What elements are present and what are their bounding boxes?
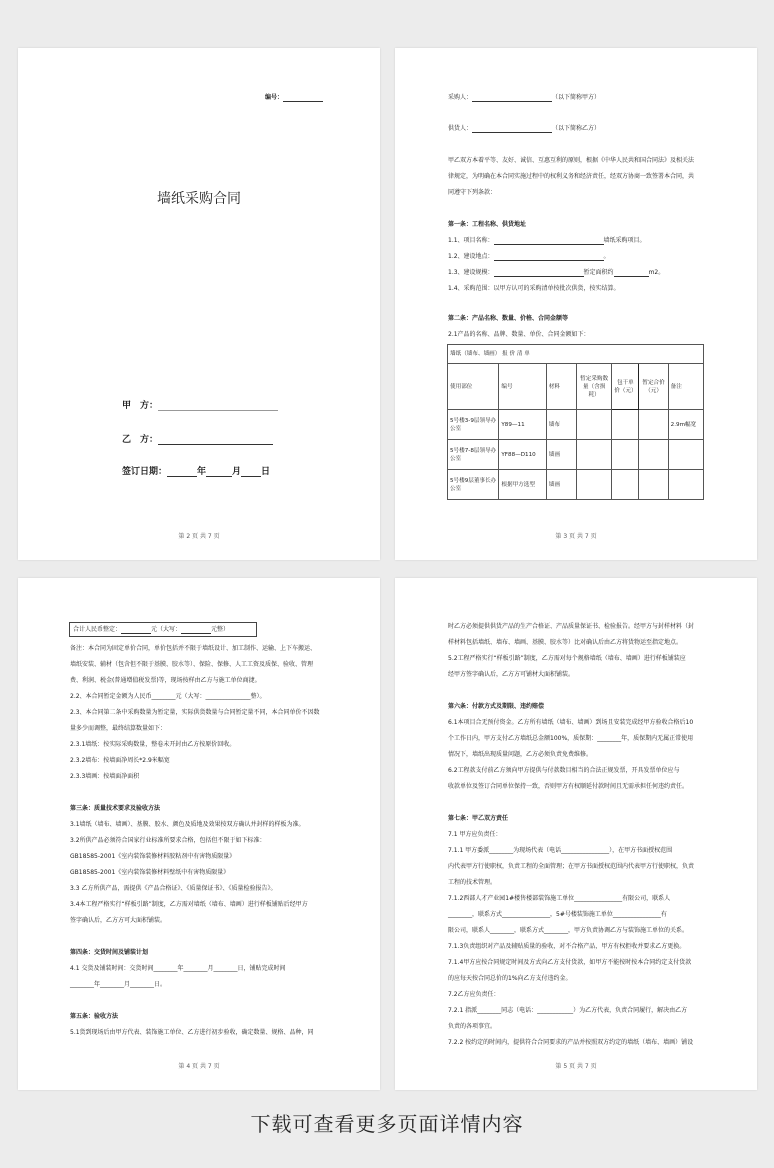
total-amount-box: [69, 622, 257, 637]
table-caption-row: [448, 345, 704, 364]
total-words-blank: [181, 625, 211, 634]
year-blank: [167, 468, 197, 477]
header-cell: 暂定合价（元）: [639, 364, 668, 410]
total-yuan-text: 元（大写：: [151, 626, 182, 633]
item-7-line: 7.1.2西部人才产业园1#楼售楼部装饰施工单位________________有限公司，联系人: [448, 895, 671, 902]
table-cell: 墙布: [546, 410, 576, 440]
table-cell: [612, 470, 639, 500]
table-row: [448, 440, 704, 470]
table-row: [448, 410, 704, 440]
item-1-3-area-blank: [614, 268, 649, 277]
contract-cover-page: [18, 48, 380, 560]
item-3-line: 3.2所供产品必须符合国家行业标准所要求合格，包括但不限于如下标准：: [70, 837, 266, 844]
table-header-row: [448, 364, 704, 410]
remark-line: 备注：本合同为固定单价合同，单价包括并不限于墙纸设计、加工制作、运输、上下车搬运、: [70, 645, 317, 652]
intro-line-2: 律规定，为明确在本合同实施过程中的权利义务和经济责任，经双方协商一致签署本合同，共: [448, 173, 695, 180]
item-6-line: 收款单位及签订合同单位保持一致，否则甲方有权顺延付款时间且无需承担任何违约责任。: [448, 783, 689, 790]
total-label: 合计人民币整定：: [73, 626, 122, 633]
item-2-3-cont: 量多少而调整，最终结算数量如下：: [70, 725, 167, 732]
number-blank: [283, 93, 323, 102]
table-cell: Y89—11: [499, 410, 546, 440]
item-2-3: 2.3、本合同第二条中采购数量为暂定量，实际供货数量与合同暂定量不同，本合同单价不因数: [70, 709, 320, 716]
item-1-4: 1.4、采购范围：以甲方认可的采购清单按批次供货，按实结算。: [448, 285, 620, 292]
remark-line: 墙纸安装、辅材（包含但不限于基膜、胶水等）、保险、保修、人工工资及质保、验收、管理: [70, 661, 314, 668]
article-1-heading: 第一条：工程名称、供货地址: [448, 221, 527, 228]
article-3-heading: 第三条：质量技术要求及验收方法: [70, 805, 161, 812]
article-6-heading: 第六条：付款方式及期限、违约赔偿: [448, 703, 545, 710]
item-7-line: 限公司，联系人________，联系方式________，甲方负责协调乙方与装饰施工单位的关系。: [448, 927, 689, 934]
table-cell: [612, 410, 639, 440]
item-3-line: GB18585-2001《室内装饰装修材料胶粘剂中有害物质限量》: [70, 853, 236, 860]
header-cell: 编号: [499, 364, 546, 410]
item-7-line: 7.1.1 甲方委派________为现场代表（电话________________），在甲方书面授权范围: [448, 847, 673, 854]
item-1-3: [448, 268, 664, 277]
contract-page-quality: [18, 578, 380, 1090]
total-end-text: 元整）: [211, 626, 230, 633]
intro-line-3: 同遵守下列条款：: [448, 189, 497, 196]
item-1-1-text: 1.1、项目名称：: [448, 237, 494, 244]
page-footer: 第 2 页 共 7 页: [178, 533, 220, 540]
item-3-line: GB18585-2001《室内装饰装修材料壁纸中有害物质限量》: [70, 869, 230, 876]
item-1-3-text: 1.3、建设规模：: [448, 269, 494, 276]
supplier-note: （以下简称乙方）: [552, 125, 601, 132]
item-7-line: ________，联系方式________________，5#号楼装饰施工单位________________有: [448, 911, 667, 918]
table-cell: [639, 470, 668, 500]
remark-line: 费、利润、税金(普通增值税发票)等，现场按样由乙方与施工单位商捷。: [70, 677, 261, 684]
table-caption: 墙纸（墙布、墙画） 报 价 清 单: [448, 345, 704, 364]
item-6-line: 6.1本项目合无预付资金。乙方所有墙纸（墙布、墙画）到场且安装完成经甲方验收合格后10: [448, 719, 694, 726]
header-cell: 材料: [546, 364, 576, 410]
item-1-3-blank: [494, 268, 584, 277]
table-cell: 根据甲方选型: [499, 470, 546, 500]
total-blank: [121, 625, 151, 634]
table-cell: [576, 410, 611, 440]
page-footer: 第 4 页 共 7 页: [178, 1063, 220, 1070]
item-3-line: 签字确认后，乙方方可大面积铺装。: [70, 917, 167, 924]
supplier-line: [448, 124, 600, 133]
item-7-line: 7.1.4甲方应按合同规定时间及方式向乙方支付货款，如甲方不能按时按本合同约定支付货款: [448, 959, 692, 966]
contract-title: 墙纸采购合同: [157, 191, 241, 207]
item-7-line: 负责的各项事宜。: [448, 1023, 497, 1030]
table-cell: YF88—D110: [499, 440, 546, 470]
sign-date-label: [122, 464, 270, 477]
item-1-2-suffix: 。: [603, 253, 610, 260]
item-7-line: 7.2乙方应负责任：: [448, 991, 500, 998]
table-cell: [639, 410, 668, 440]
article-2-heading: 第二条：产品名称、数量、价格、合同金额等: [448, 315, 569, 322]
table-cell: 墙画: [546, 440, 576, 470]
text-line: 时乙方必须提供供货产品的生产合格证、产品质量保证书、检验报告。经甲方与封样材料（封: [448, 623, 695, 630]
page-footer: 第 3 页 共 7 页: [555, 533, 597, 540]
party-b-label: [122, 432, 273, 445]
day-text: 日: [261, 467, 271, 477]
text-line: 5.2工程严格实行“样板引路”制度，乙方需对每个规格墙纸（墙布、墙画）进行样板铺装应: [448, 655, 686, 662]
table-cell: [668, 440, 703, 470]
intro-line-1: 甲乙双方本着平等、友好、诚信、互惠互利的原则，根据《中华人民共和国合同法》及相关法: [448, 157, 695, 164]
item-7-line: 的应每天按合同总价的1%向乙方支付违约金。: [448, 975, 572, 982]
table-cell: [612, 440, 639, 470]
item-1-3-area: 暂定面积约: [583, 269, 614, 276]
item-4-1: 4.1 交货及铺装时间：交货时间________年________月________日，铺贴完成时间: [70, 965, 286, 972]
table-cell: [668, 470, 703, 500]
item-6-line: 个工作日内，甲方支付乙方墙纸总金额100%，质保期：________年，质保期内无属正常使用: [448, 735, 694, 742]
item-1-1-suffix: 墙纸采购项目。: [603, 237, 646, 244]
item-4-1-cont: ________年________月________日。: [70, 981, 167, 988]
article-7-heading: 第七条：甲乙双方责任: [448, 815, 509, 822]
item-6-line: 6.2工程款支付前乙方须向甲方提供与付款数目相当的合法正规发票，开具发票单位应与: [448, 767, 680, 774]
table-cell: 5号楼7-8层领导办公室: [448, 440, 499, 470]
table-cell: [576, 440, 611, 470]
download-more-caption: 下载可查看更多页面详情内容: [250, 1112, 524, 1136]
article-4-heading: 第四条：交货时间及铺装计划: [70, 949, 149, 956]
buyer-blank: [472, 93, 552, 102]
item-1-1: [448, 236, 646, 245]
table-cell: 2.9m幅宽: [668, 410, 703, 440]
buyer-note: （以下简称甲方）: [552, 94, 601, 101]
supplier-text: 供货人：: [448, 125, 473, 132]
item-1-3-unit: m2。: [648, 269, 665, 276]
buyer-text: 采购人：: [448, 94, 473, 101]
item-1-2: [448, 252, 610, 261]
item-3-line: 3.1墙纸（墙布、墙画）、基膜、胶水、颜色及质地及效果按双方确认并封样的样板为准。: [70, 821, 305, 828]
item-2-3-2: 2.3.2墙布：按墙面净周长*2.9米幅宽: [70, 757, 170, 764]
price-list-table: [447, 344, 704, 500]
table-cell: 墙画: [546, 470, 576, 500]
buyer-line: [448, 93, 600, 102]
table-cell: [639, 440, 668, 470]
item-3-line: 3.4本工程严格实行“样板引路”制度，乙方需对墙纸（墙布、墙画）进行样板铺贴后经甲方: [70, 901, 308, 908]
party-a-blank: [158, 402, 278, 411]
item-2-3-3: 2.3.3墙画：按墙面净面积: [70, 773, 140, 780]
page-footer: 第 5 页 共 7 页: [555, 1063, 597, 1070]
header-cell: 使用部位: [448, 364, 499, 410]
item-1-2-blank: [494, 252, 604, 261]
item-2-2: 2.2、本合同暂定金额为人民币________元（大写：_______________整）。: [70, 693, 266, 700]
header-cell: 备注: [668, 364, 703, 410]
table-cell: 5号楼9层董事长办公室: [448, 470, 499, 500]
text-line: 经甲方签字确认后，乙方方可铺材大面积铺装。: [448, 671, 575, 678]
item-7-line: 内代表甲方行使职权，负责工程的全面管理；在甲方书面授权范围内代表甲方行使职权，负责: [448, 863, 695, 870]
contract-number-label: [265, 93, 323, 102]
item-7-line: 7.1.3负责组织对产品及辅贴质量的验收，对不合格产品，甲方有权拒收并要求乙方更换。: [448, 943, 686, 950]
month-blank: [206, 468, 232, 477]
table-cell: [576, 470, 611, 500]
party-b-blank: [158, 436, 273, 445]
item-2-1: 2.1产品的名称、品牌、数量、单价、合同金额如下：: [448, 331, 590, 338]
item-5-1: 5.1货到现场后由甲方代表、装饰施工单位、乙方进行初步验收，确定数量、规格、品种，同: [70, 1029, 314, 1036]
table-row: [448, 470, 704, 500]
supplier-blank: [472, 124, 552, 133]
year-text: 年: [197, 467, 207, 477]
contract-page-parties: [395, 48, 757, 560]
item-2-3-1: 2.3.1墙纸：按实际采购数量，整卷未开封由乙方按原价回收。: [70, 741, 236, 748]
article-5-heading: 第五条：验收方法: [70, 1013, 119, 1020]
item-1-2-text: 1.2、建设地点：: [448, 253, 494, 260]
item-6-line: 情况下，墙纸出现质量问题，乙方必须负责免费维修。: [448, 751, 593, 758]
party-a-text: 甲 方：: [122, 401, 159, 411]
header-cell: 包干单价（元）: [612, 364, 639, 410]
month-text: 月: [232, 467, 242, 477]
item-7-line: 7.2.2 按约定的时间内，提供符合合同要求的产品并按照双方约定的墙纸（墙布、墙画）铺设: [448, 1039, 694, 1046]
sign-date-text: 签订日期：: [122, 467, 168, 477]
party-a-label: [122, 398, 278, 411]
table-cell: 5号楼3-9层领导办公室: [448, 410, 499, 440]
party-b-text: 乙 方：: [122, 435, 159, 445]
text-line: 样材料包括墙纸、墙布、墙画、基膜、胶水等）比对确认后由乙方将货物运至指定地点。: [448, 639, 683, 646]
item-7-line: 7.1 甲方应负责任：: [448, 831, 502, 838]
item-3-line: 3.3 乙方所供产品，需提供《产品合格证》、《质量保证书》、《质量检验报告》。: [70, 885, 277, 892]
item-7-line: 7.2.1 指派________同志（电话：____________）为乙方代表，负责合同履行，解决由乙方: [448, 1007, 688, 1014]
day-blank: [241, 468, 261, 477]
contract-page-payment: [395, 578, 757, 1090]
item-7-line: 工程的技术管理。: [448, 879, 497, 886]
item-1-1-blank: [494, 236, 604, 245]
header-cell: 暂定采购数量（含损耗）: [576, 364, 611, 410]
number-label-text: 编号：: [265, 94, 284, 101]
